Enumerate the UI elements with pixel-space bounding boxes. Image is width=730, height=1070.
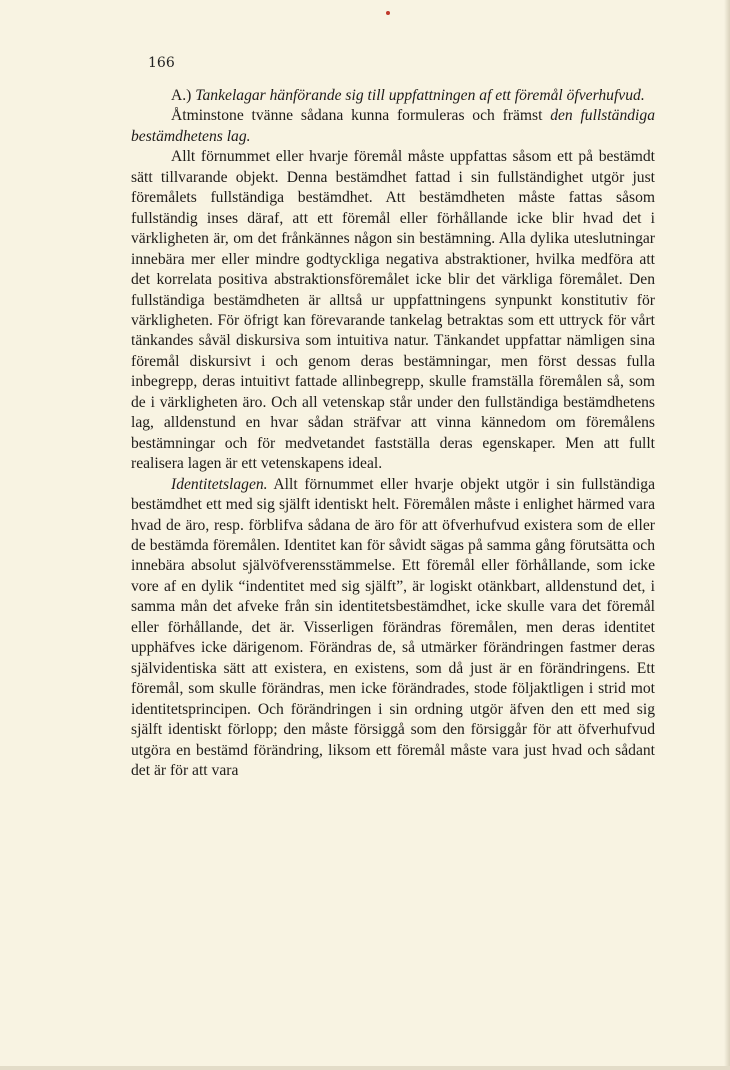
identitet-paragraph [131,475,655,782]
intro-paragraph [131,106,655,147]
intro-text: Åtminstone tvänne sådana kunna formuleras och främst [171,107,551,125]
red-mark-dot [386,11,390,15]
section-heading [131,86,655,106]
page-body [131,86,655,781]
page-number: 166 [148,55,175,71]
bestamdhet-paragraph: Allt förnummet eller hvarje föremål måste uppfattas såsom ett på bestämdt sätt tillvarande objekt. Denna bestämdhet fattad i sin fullständighet utgör just föremålets fullständiga bestämdhet. Att bestämdheten måste fattas såsom fullständig inses däraf, att ett föremål eller förhållande icke blir hvad det i värkligheten är, om det frånkännes någon sin bestämning. Alla dylika uteslutningar innebära mer eller mindre godtyckliga negativa abstraktioner, hvilka medföra att det korrelata positiva abstraktionsföremålet icke blir det värkliga föremålet. Den fullständiga bestämdheten är alltså ur uppfattningens synpunkt konstitutiv för värkligheten. För öfrigt kan förevarande tankelag betraktas som ett uttryck för vårt tänkandes såväl diskursiva som intuitiva natur. Tänkandet uppfattar nämligen sina föremål diskursivt i och genom deras bestämningar, men först dessas fulla inbegrepp, deras intuitivt fattade allinbegrepp, skulle framställa föremålen så, som de i värkligheten äro. Och all vetenskap står under den fullständiga bestämdhetens lag, alldenstund en hvar sådan sträfvar att vinna kännedom om föremålens bestämningar och för medvetandet fastställa deras egenskaper. Men att fullt realisera lagen är ett vetenskapens ideal. [131,148,655,473]
page-bottom-edge [0,1066,730,1070]
intro-emphasis: den fullständiga bestämdhetens lag. [131,107,655,145]
section-label: A.) [171,87,192,104]
identitet-term: Identitetslagen. [171,475,268,493]
section-title: Tankelagar hänförande sig till uppfattningen af ett föremål öfverhufvud. [195,87,645,104]
identitet-text: Allt förnummet eller hvarje objekt utgör i sin fullständiga bestämdhet ett med sig själft identiskt helt. Föremålen måste i enlighet härmed vara hvad de äro, resp. förblifva sådana de äro för att öfverhufvud existera som de eller de bestämda föremålen. Identitet kan för såvidt sägas på samma gång förutsätta och innebära absolut självöfverensstämmelse. Ett föremål eller förhållande, som icke vore af en dylik “indentitet med sig själft”, är logiskt otänkbart, alldenstund det, i samma mån det afveke från sin identitetsbestämdhet, icke skulle vara det föremål eller förhållande, det är. Visserligen förändras föremålen, men deras identitet upphäfves icke därigenom. Förändras de, så utmärker förändringen fastmer deras självidentiska sätt att existera, en existens, som då just är en förändringens. Ett föremål, som skulle förändras, men icke förändrades, stode följaktligen i strid mot identitetsprincipen. Och förändringen i sin ordning utgör äfven den ett med sig själft identiskt förlopp; den måste försiggå som den försiggår för att öfverhufvud utgöra en bestämd förändring, liksom ett föremål måste vara just hvad och sådant det är för att vara [131,475,655,779]
page-edge-shadow [724,0,730,1070]
